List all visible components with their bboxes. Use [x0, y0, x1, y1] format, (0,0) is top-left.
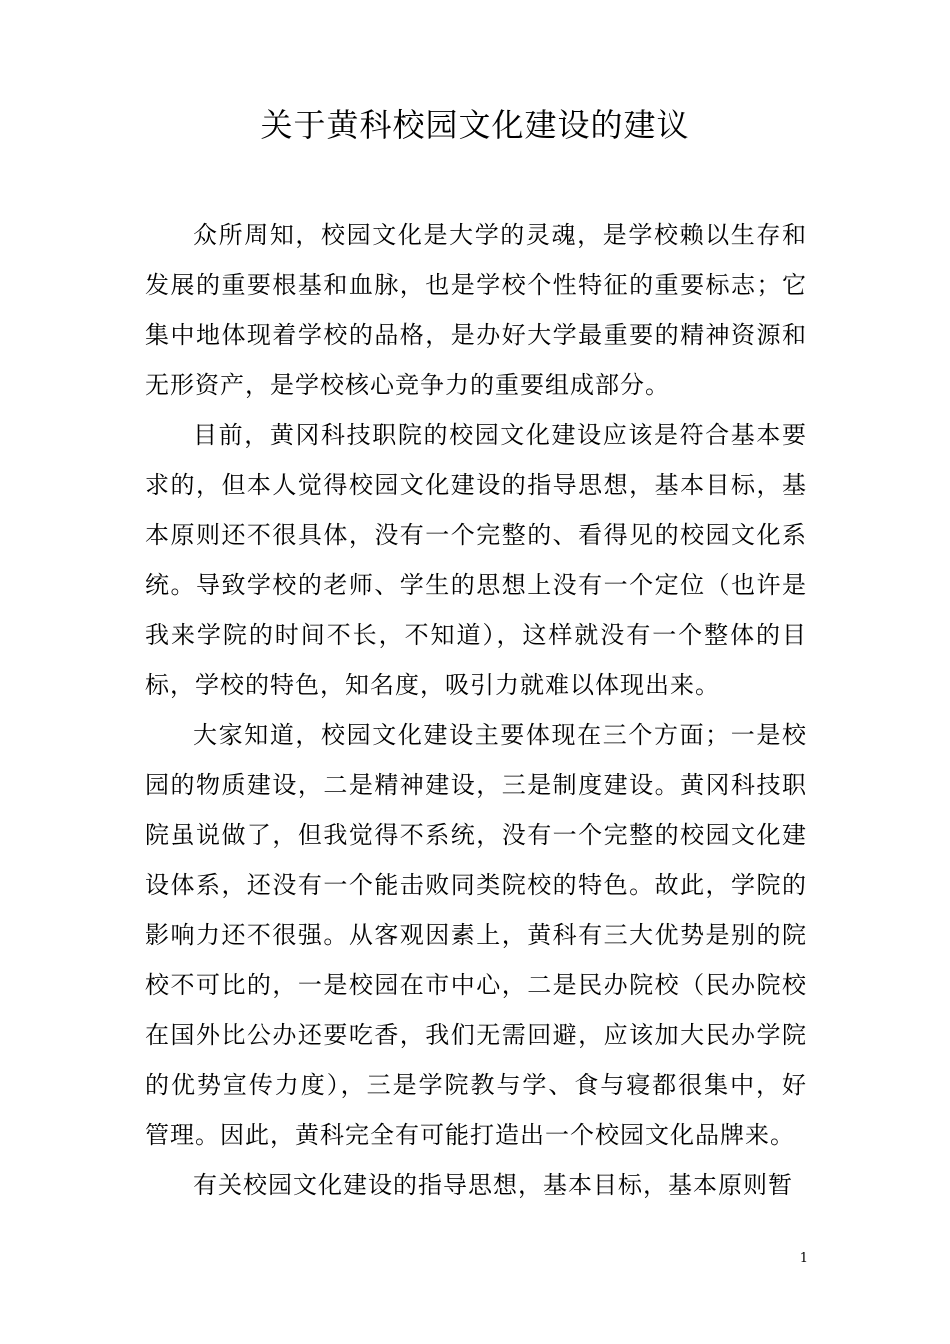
paragraph-4: 有关校园文化建设的指导思想，基本目标，基本原则暂	[193, 1171, 793, 1199]
paragraph-2: 目前，黄冈科技职院的校园文化建设应该是符合基本要求的，但本人觉得校园文化建设的指导思想，基本目标，基本原则还不很具体，没有一个完整的、看得见的校园文化系统。导致学校的老师、学生的思想上没有一个定位（也许是我来学院的时间不长，不知道），这样就没有一个整体的目标，学校的特色，知名度，吸引力就难以体现出来。	[145, 421, 807, 699]
paragraph-3: 大家知道，校园文化建设主要体现在三个方面；一是校园的物质建设，二是精神建设，三是制度建设。黄冈科技职院虽说做了，但我觉得不系统，没有一个完整的校园文化建设体系，还没有一个能击败同类院校的特色。故此，学院的影响力还不很强。从客观因素上，黄科有三大优势是别的院校不可比的，一是校园在市中心，二是民办院校（民办院校在国外比公办还要吃香，我们无需回避，应该加大民办学院的优势宣传力度），三是学院教与学、食与寝都很集中，好管理。因此，黄科完全有可能打造出一个校园文化品牌来。	[145, 721, 807, 1149]
document-title: 关于黄科校园文化建设的建议	[260, 106, 690, 144]
paragraph-1: 众所周知，校园文化是大学的灵魂，是学校赖以生存和发展的重要根基和血脉，也是学校个性特征的重要标志；它集中地体现着学校的品格，是办好大学最重要的精神资源和无形资产，是学校核心竞争力的重要组成部分。	[145, 221, 807, 399]
document-body	[145, 210, 807, 1210]
page-number: 1	[799, 1251, 808, 1266]
